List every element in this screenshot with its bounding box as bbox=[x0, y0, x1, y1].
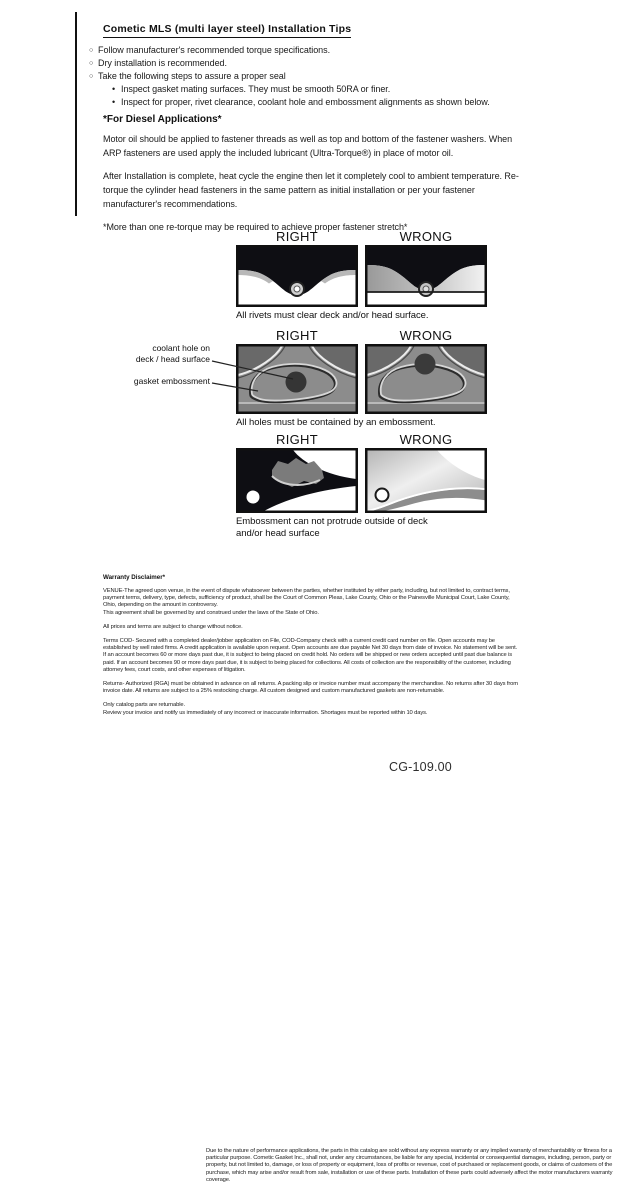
coolant-hole-label: coolant hole on deck / head surface bbox=[135, 343, 210, 364]
diesel-paragraph: After Installation is complete, heat cycle the engine then let it completely cool to ambient temperature. Re-torque the cylinder head fasteners in the same pattern as initial installation or per your fastener manufacturer's recommendations. bbox=[103, 171, 519, 209]
hole-right-panel-image bbox=[236, 344, 358, 414]
retorque-note: *More than one re-torque may be required to achieve proper fastener stretch* bbox=[103, 222, 408, 232]
dot-bullet-icon: • bbox=[112, 97, 116, 107]
diesel-applications-section bbox=[103, 114, 529, 243]
protrusion-right-panel-image bbox=[236, 448, 358, 513]
dot-bullet-icon: • bbox=[112, 84, 116, 94]
wrong-label: WRONG bbox=[399, 328, 453, 343]
diesel-paragraph: Motor oil should be applied to fastener threads as well as top and bottom of the fastener washers. When ARP fasteners are used apply the included lubricant (Ultra-Torque®) in place of motor oil. bbox=[103, 134, 513, 158]
circle-bullet-icon: ○ bbox=[89, 47, 94, 54]
circle-bullet-icon: ○ bbox=[89, 60, 94, 67]
tip-item bbox=[89, 44, 529, 57]
tip-item bbox=[89, 70, 529, 83]
document-code: CG-109.00 bbox=[389, 760, 452, 774]
protrusion-wrong-panel-image bbox=[365, 448, 487, 513]
left-margin-rule bbox=[75, 12, 77, 216]
figure-caption: Embossment can not protrude outside of deck and/or head surface bbox=[236, 516, 428, 539]
rivet-wrong-panel-image bbox=[365, 245, 487, 307]
right-label: RIGHT bbox=[276, 328, 318, 343]
circle-bullet-icon: ○ bbox=[89, 73, 94, 80]
gasket-embossment-label: gasket embossment bbox=[133, 376, 210, 386]
tip-text: Follow manufacturer's recommended torque specifications. bbox=[98, 45, 331, 55]
legal-heading: Warranty Disclaimer* bbox=[103, 574, 166, 581]
tip-text: Take the following steps to assure a proper seal bbox=[98, 71, 286, 81]
legal-paragraph: VENUE-The agreed upon venue, in the event of dispute whatsoever between the parties, whether instituted by either party, including, but not limited to, contract terms, payment terms, delivery, type, defects, sufficiency of product, shall be the Court of Common Pleas, Lake County, Ohio or the Painesville Municipal Court, Lake County, Ohio, depending on the amount in controversy. bbox=[103, 588, 510, 609]
page-title: Cometic MLS (multi layer steel) Installation Tips bbox=[103, 23, 351, 38]
tip-sub-item bbox=[112, 96, 529, 109]
figure-caption: All holes must be contained by an embossment. bbox=[236, 417, 436, 428]
legal-paragraph: This agreement shall be governed by and construed under the laws of the State of Ohio. bbox=[103, 609, 319, 616]
legal-paragraph: Review your invoice and notify us immediately of any incorrect or inaccurate information. Shortages must be reported within 10 days. bbox=[103, 709, 428, 716]
tip-text: Inspect gasket mating surfaces. They must be smooth 50RA or finer. bbox=[121, 84, 391, 94]
right-label: RIGHT bbox=[276, 229, 318, 244]
right-label: RIGHT bbox=[276, 432, 318, 447]
legal-paragraph: Returns- Authorized (RGA) must be obtained in advance on all returns. A packing slip or invoice number must accompany the merchandise. No returns after 30 days from invoice date. All returns are subject to a 25% restocking charge. All custom designed and custom manufactured gaskets are non-returnable. bbox=[103, 681, 518, 695]
rivet-right-panel-image bbox=[236, 245, 358, 307]
figure-embossment-protrusion bbox=[236, 432, 488, 540]
wrong-label: WRONG bbox=[399, 432, 453, 447]
wrong-label: WRONG bbox=[399, 229, 453, 244]
installation-tips-list bbox=[89, 44, 529, 109]
figure-rivet-clearance bbox=[236, 229, 488, 322]
legal-paragraph: All prices and terms are subject to change without notice. bbox=[103, 623, 243, 630]
tip-sub-item bbox=[112, 83, 529, 96]
diesel-heading: *For Diesel Applications* bbox=[103, 114, 222, 125]
figure-hole-embossment bbox=[236, 328, 488, 429]
legal-paragraph: Due to the nature of performance applications, the parts in this catalog are sold without any express warranty or any implied warranty of merchantability or fitness for a particular purpose. Cometic Gasket Inc., shall not, under any circumstances, be liable for any special, incidental or consequential damages, including, person, party or property, but not limited to, damage, or loss of property or equipment, loss of profits or revenue, cost of purchased or replacement goods, or claims of customers of the purchase, which may arise and/or result from sale, installation or use of these parts. Installation of these parts could adversely affect the motor manufacturers warranty coverage. bbox=[206, 1148, 613, 1183]
legal-paragraph: Only catalog parts are returnable. bbox=[103, 702, 185, 709]
tip-text: Dry installation is recommended. bbox=[98, 58, 227, 68]
hole-wrong-panel-image bbox=[365, 344, 487, 414]
legal-paragraph: Terms COD- Secured with a completed dealer/jobber application on File, COD-Company check with a current credit card number on file. Open accounts may be established by well rated firms. A credit application is available upon request. Open accounts are due payable Net 30 days from date of invoice. No statement will be sent. If an account becomes 60 or more days past due, it is subject to being placed on credit hold. No orders will be shipped or new orders accepted until past due balance is paid. If an account becomes 90 or more days past due, it is subject to being placed for collections. All costs of collection are the responsibility of the customer, including attorney fees, court costs, and other expenses of litigation. bbox=[103, 638, 518, 673]
tip-text: Inspect for proper, rivet clearance, coolant hole and embossment alignments as shown below. bbox=[121, 97, 490, 107]
figure-caption: All rivets must clear deck and/or head surface. bbox=[236, 310, 429, 321]
tip-item bbox=[89, 57, 529, 70]
